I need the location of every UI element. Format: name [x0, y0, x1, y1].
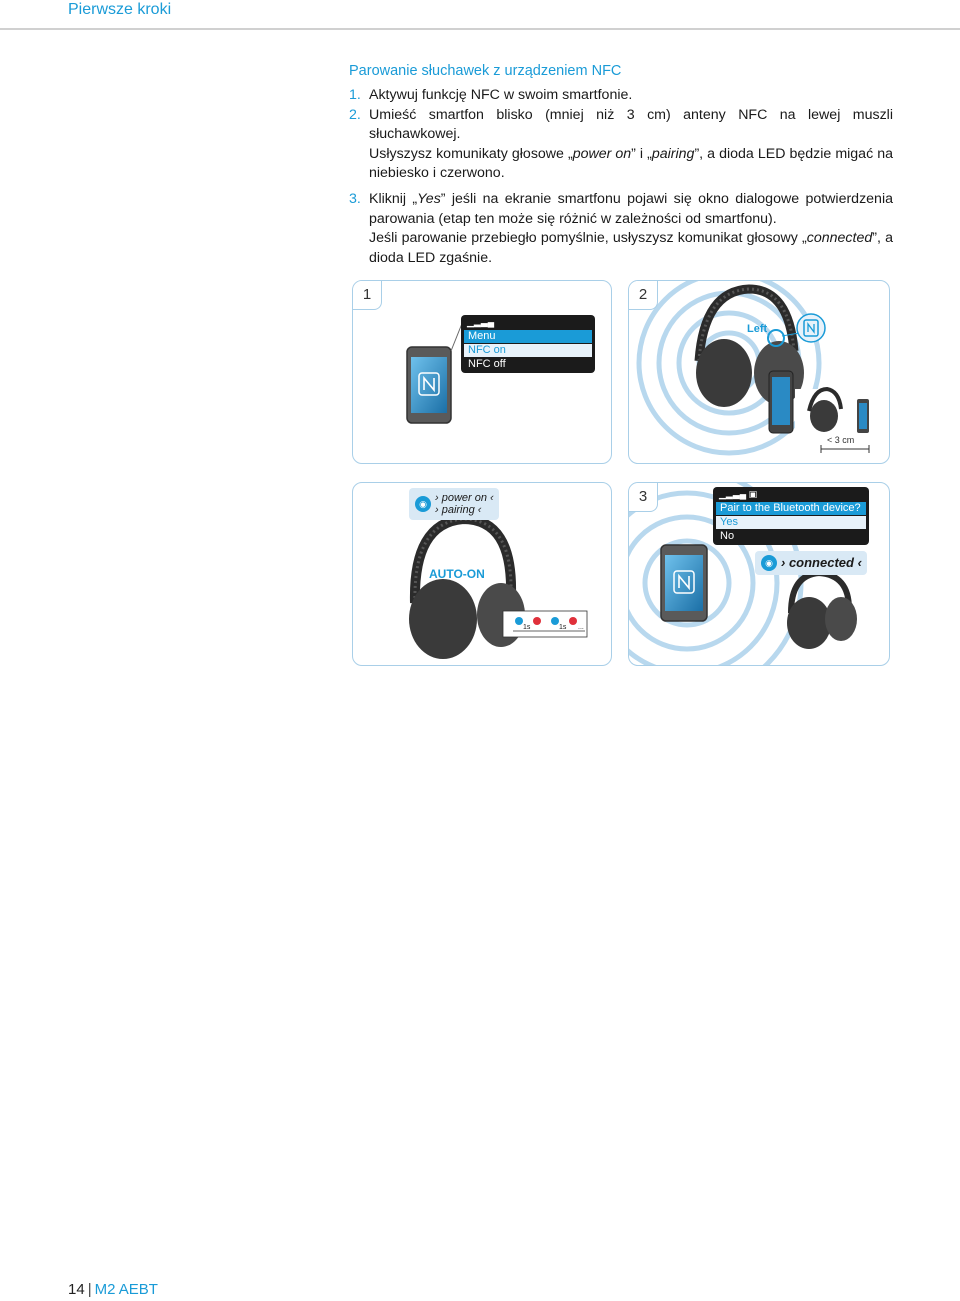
timing-label: ...	[578, 624, 584, 631]
step-number: 3.	[349, 191, 361, 208]
step-number: 1.	[349, 87, 361, 104]
speech-icon: ◉	[415, 496, 431, 512]
timing-label: 1s	[559, 624, 567, 631]
step-text-extra: Jeśli parowanie przebiegło pomyślnie, usłyszysz komunikat głosowy „connected”, a dioda LED zgaśnie.	[369, 230, 894, 266]
page-footer	[68, 1281, 158, 1298]
voice-line: › connected ‹	[781, 555, 862, 570]
distance-label: < 3 cm	[827, 435, 855, 445]
nfc-menu-screen	[461, 315, 595, 373]
illustration-panel-2	[628, 280, 890, 464]
step-text: Kliknij „Yes” jeśli na ekranie smartfonu pojawi się okno dialogowe potwierdzenia parowania (etap ten może się różnić w zależności od smartfonu).	[369, 191, 893, 227]
menu-item: Menu	[464, 330, 592, 343]
header-title: Pierwsze kroki	[68, 1, 172, 18]
dialog-option-yes: Yes	[716, 516, 866, 529]
menu-item-selected: NFC on	[464, 344, 592, 357]
step-text: Aktywuj funkcję NFC w swoim smartfonie.	[369, 87, 633, 104]
auto-on-label: AUTO-ON	[429, 567, 485, 581]
signal-icon: ▁▂▃▄ ▣	[719, 489, 758, 499]
illustration-panel-3	[352, 482, 612, 666]
section-title: Parowanie słuchawek z urządzeniem NFC	[349, 63, 622, 79]
left-label: Left	[747, 323, 768, 335]
step-text: Umieść smartfon blisko (mniej niż 3 cm) anteny NFC na lewej muszli słuchawkowej.	[369, 106, 893, 143]
speech-icon: ◉	[761, 555, 777, 571]
dialog-title: Pair to the Bluetooth device?	[716, 502, 866, 515]
menu-item: NFC off	[468, 358, 506, 370]
illustration-panel-1	[352, 280, 612, 464]
panel-badge: 1	[353, 281, 382, 310]
dialog-option-no: No	[720, 530, 735, 542]
page-header	[0, 0, 960, 30]
step-2	[349, 106, 893, 184]
step-3	[349, 190, 893, 268]
step-text-extra: Usłyszysz komunikaty głosowe „power on” i „pairing”, a dioda LED będzie migać na niebiesko i czerwono.	[369, 145, 893, 182]
step-1	[349, 86, 893, 105]
voice-line: › power on ‹	[435, 492, 494, 504]
timing-label: 1s	[523, 624, 531, 631]
instructions	[349, 62, 893, 268]
model-name: M2 AEBT	[94, 1281, 158, 1298]
page-number: 14	[68, 1281, 85, 1298]
voice-prompt-bubble	[409, 488, 499, 520]
panel-badge: 3	[629, 483, 658, 512]
pairing-dialog-screen	[713, 487, 869, 545]
signal-icon: ▁▂▃▄	[467, 317, 495, 327]
illustration-panel-4	[628, 482, 890, 666]
voice-prompt-connected	[755, 551, 867, 575]
voice-line: › pairing ‹	[435, 504, 482, 516]
step-number: 2.	[349, 106, 361, 123]
panel-badge: 2	[629, 281, 658, 310]
footer-separator: |	[87, 1281, 92, 1298]
